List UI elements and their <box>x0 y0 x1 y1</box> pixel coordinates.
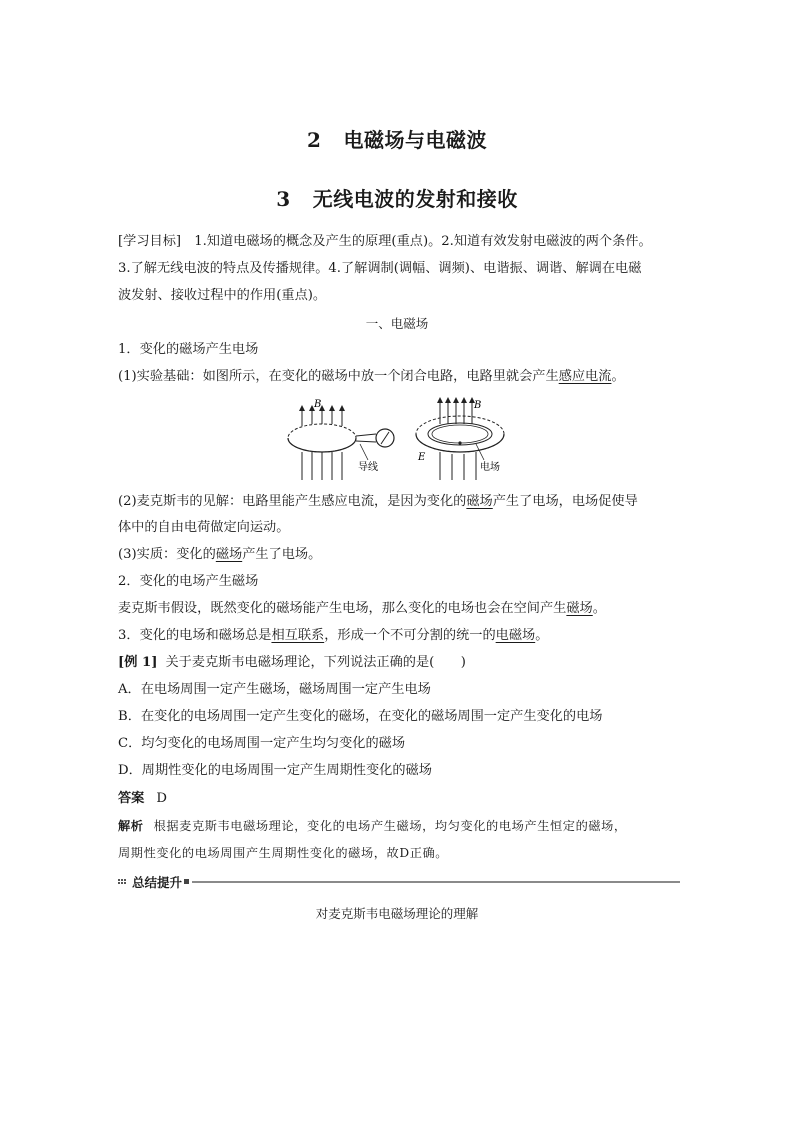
label-electric-field: 电场 <box>480 462 500 473</box>
option-d: D．周期性变化的电场周围一定产生周期性变化的磁场 <box>118 763 432 778</box>
banner-square-icon <box>184 879 189 884</box>
learning-goals-line-2: 3.了解无线电波的特点及传播规律。4.了解调制(调幅、调频)、电谐振、调谐、解调在电磁 <box>118 261 642 276</box>
example-tag: [例 1] <box>118 655 158 670</box>
answer-label: 答案 <box>118 791 145 806</box>
summary-subtitle: 对麦克斯韦电磁场理论的理解 <box>315 906 479 921</box>
learning-goals-line-3: 波发射、接收过程中的作用(重点)。 <box>118 288 327 303</box>
blank-answer: 磁场 <box>566 601 593 616</box>
item-2-title: 2．变化的电场产生磁场 <box>118 574 259 589</box>
summary-banner <box>118 874 680 890</box>
closed-circuit-diagram <box>288 399 394 480</box>
subsection-heading: 一、电磁场 <box>365 316 429 331</box>
item-1-paragraph-2b: 体中的自由电荷做定向运动。 <box>118 520 290 535</box>
item-3-paragraph: 3．变化的电场和磁场总是相互联系，形成一个不可分割的统一的电磁场。 <box>118 628 549 643</box>
item-1-paragraph-1: (1)实验基础：如图所示，在变化的磁场中放一个闭合电路，电路里就会产生感应电流。 <box>118 369 625 384</box>
electromagnetic-induction-figure <box>280 394 520 484</box>
item-1-paragraph-3: (3)实质：变化的磁场产生了电场。 <box>118 547 322 562</box>
blank-answer: 电磁场 <box>495 628 536 643</box>
label-b-right: B <box>474 400 482 411</box>
option-c: C．均匀变化的电场周围一定产生均匀变化的磁场 <box>118 736 406 751</box>
answer-line <box>118 789 683 809</box>
banner-dots-icon <box>118 879 127 885</box>
section-title-2: 2 电磁场与电磁波 <box>307 128 487 152</box>
item-2-paragraph: 麦克斯韦假设，既然变化的磁场能产生电场，那么变化的电场也会在空间产生磁场。 <box>118 601 606 616</box>
section-title-3: 3 无线电波的发射和接收 <box>276 187 518 211</box>
summary-label: 总结提升 <box>132 875 183 890</box>
banner-rule <box>192 881 680 883</box>
label-b-left: B <box>314 399 322 410</box>
label-e: E <box>418 452 426 463</box>
blank-answer: 相互联系 <box>271 628 325 643</box>
item-1-title: 1．变化的磁场产生电场 <box>118 342 259 357</box>
option-b: B．在变化的电场周围一定产生变化的磁场，在变化的磁场周围一定产生变化的电场 <box>118 709 603 724</box>
blank-answer: 感应电流 <box>558 369 612 384</box>
analysis-label: 解析 <box>118 819 144 833</box>
option-a: A．在电场周围一定产生磁场，磁场周围一定产生电场 <box>118 682 431 697</box>
induced-electric-field-diagram <box>416 400 504 480</box>
blank-answer: 磁场 <box>466 494 493 509</box>
blank-answer: 磁场 <box>215 547 243 562</box>
analysis-line-2: 周期性变化的电场周围产生周期性变化的磁场，故D正确。 <box>118 846 449 860</box>
analysis-line-1: 解析 根据麦克斯韦电磁场理论，变化的电场产生磁场，均匀变化的电场产生恒定的磁场， <box>118 819 627 833</box>
answer-value: D <box>156 791 167 806</box>
label-wire: 导线 <box>358 462 378 473</box>
item-1-paragraph-2a: (2)麦克斯韦的见解：电路里能产生感应电流，是因为变化的磁场产生了电场，电场促使导 <box>118 494 638 509</box>
example-question: [例 1] 关于麦克斯韦电磁场理论，下列说法正确的是( ) <box>118 655 466 670</box>
learning-goals-line-1: [学习目标] 1.知道电磁场的概念及产生的原理(重点)。2.知道有效发射电磁波的两个条件。 <box>118 234 652 249</box>
